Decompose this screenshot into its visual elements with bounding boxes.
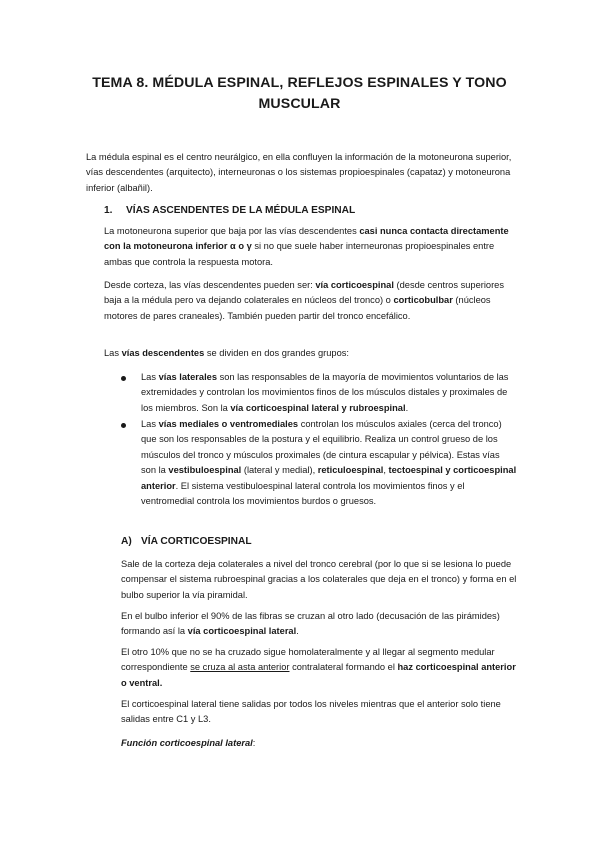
b2-text-i: . El sistema vestibuloespinal lateral controla los movimientos finos y el ventromedial controla los movimientos burdos o gruesos.: [141, 480, 465, 507]
paragraph-1: [104, 224, 516, 270]
section-1-heading: [104, 204, 355, 218]
paragraph-4: Sale de la corteza deja colaterales a nivel del tronco cerebral (por lo que si se lesiona lo puede compensar el sistema rubroespinal gracias a los colaterales que deja en el tronco) y forma en el bulbo superior la vía piramidal.: [121, 559, 517, 600]
b1-bold-vias: vía corticoespinal lateral y rubroespinal: [230, 402, 406, 413]
b2-text-e: (lateral y medial),: [241, 465, 318, 476]
p6-text-e: .: [159, 677, 163, 688]
section-1-number: 1.: [104, 205, 113, 216]
p3-text-a: Las: [104, 348, 122, 358]
p6-text-c: contralateral formando el: [289, 662, 398, 673]
p1-text-a: La motoneurona superior que baja por las vías descendentes: [104, 226, 360, 236]
p1-bold: casi nunca contacta directamente con la motoneurona inferior: [104, 226, 509, 252]
b1-bold-laterales: vías laterales: [158, 372, 217, 382]
b2-text-a: Las: [141, 419, 159, 429]
p6-text-a: El otro 10% que no se ha cruzado sigue homolateralmente y al llegar al segmento medular correspondiente: [121, 647, 495, 673]
p8-colon: :: [252, 738, 256, 748]
b2-bold-tectoespinal: tectoespinal y corticoespinal anterior: [141, 465, 517, 491]
p2-bold-corticobulbar: corticobulbar: [393, 295, 453, 306]
b1-text-c: son las responsables de la mayoría de movimientos voluntarios de las extremidades y controlan los movimientos finos de los músculos distales y proximales de los miembros. Son la: [141, 372, 509, 413]
paragraph-3: [104, 346, 516, 361]
section-a-number: A): [121, 536, 132, 547]
bullet-2-text: [141, 417, 517, 509]
bullet-1-marker: [121, 376, 126, 381]
bullet-2-marker: [121, 423, 126, 428]
paragraph-6: [121, 645, 519, 691]
paragraph-5: [121, 609, 519, 640]
p6-bold: haz corticoespinal anterior o ventral: [121, 662, 516, 688]
section-a-title: VÍA CORTICOESPINAL: [141, 536, 252, 547]
p2-text-c: (desde centros superiores baja a la médula pero va dejando colaterales en núcleos del tronco) o: [104, 280, 504, 306]
intro-paragraph: La médula espinal es el centro neurálgico, en ella confluyen la información de la motoneurona superior, vías descendentes (arquitecto), interneuronas o los sistemas propioespinales (capataz) y motoneurona inferior (albañil).: [86, 152, 512, 193]
p5-text-c: .: [296, 626, 299, 637]
p3-text-c: se dividen en dos grandes grupos:: [204, 348, 349, 358]
p5-text-a: En el bulbo inferior el 90% de las fibras se cruzan al otro lado (decusación de las pirámides) formando así la: [121, 611, 500, 637]
b2-text-g: ,: [383, 465, 389, 476]
p1-alpha-gamma: α o γ: [227, 241, 252, 252]
paragraph-2: [104, 278, 516, 324]
p2-text-a: Desde corteza, las vías descendentes pueden ser:: [104, 280, 316, 290]
p1-text-d: si no que suele haber interneuronas propioespinales entre ambas que controla la respuesta motora.: [104, 241, 495, 267]
bullet-1-text: [141, 370, 517, 416]
p8-italic-label: Función corticoespinal lateral: [121, 738, 253, 748]
b1-text-a: Las: [141, 372, 159, 382]
section-a-heading: [121, 535, 252, 549]
paragraph-7: El corticoespinal lateral tiene salidas por todos los niveles mientras que el anterior solo tiene salidas entre C1 y L3.: [121, 699, 501, 725]
p2-text-e: (núcleos motores de pares craneales). También pueden partir del tronco encefálico.: [104, 295, 491, 321]
p3-bold: vías descendentes: [121, 348, 205, 358]
title-line-1: TEMA 8. MÉDULA ESPINAL, REFLEJOS ESPINALES Y TONO: [92, 75, 507, 91]
section-1-title: VÍAS ASCENDENTES DE LA MÉDULA ESPINAL: [126, 205, 356, 216]
p2-bold-corticoespinal: vía corticoespinal: [315, 280, 394, 290]
b2-bold-mediales: vías mediales o ventromediales: [158, 419, 299, 429]
paragraph-8: [121, 736, 519, 751]
title-line-2: MUSCULAR: [258, 96, 341, 112]
p5-bold: vía corticoespinal lateral: [187, 626, 297, 637]
p6-underlined: se cruza al asta anterior: [190, 662, 290, 673]
b2-bold-reticuloespinal: reticuloespinal: [317, 465, 384, 476]
b1-text-e: .: [405, 402, 409, 413]
b2-bold-vestibuloespinal: vestibuloespinal: [168, 465, 242, 476]
document-title: [60, 73, 539, 115]
b2-text-c: controlan los músculos axiales (cerca del tronco) que son los responsables de la postura y el equilibrio. Realiza un control grueso de los músculos del tronco y músculos proximales (de cintura escapular y pélvica). Estas vías son la: [141, 419, 502, 476]
